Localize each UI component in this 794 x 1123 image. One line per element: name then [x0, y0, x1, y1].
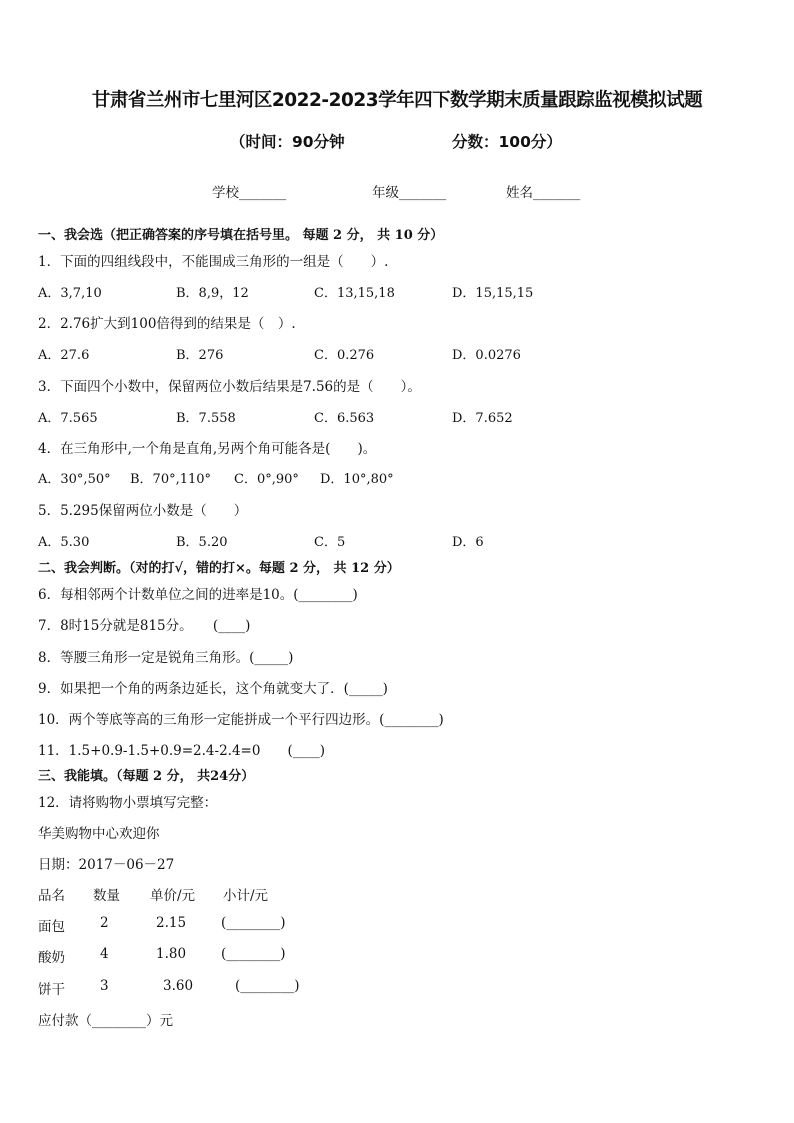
option: A．30°,50°	[38, 472, 111, 487]
option: B．276	[176, 348, 224, 363]
option: D．15,15,15	[452, 286, 534, 301]
judge-question: 6．每相邻两个计数单位之间的进率是10。(________)	[38, 587, 358, 603]
item-price: 3.60	[163, 978, 194, 994]
receipt-header: 单价/元	[150, 888, 196, 904]
total-due: 应付款（________）元	[38, 1013, 173, 1029]
item-subtotal: (________)	[235, 978, 300, 994]
section-heading: 一、我会选（把正确答案的序号填在括号里。 每题 2 分， 共 10 分）	[38, 228, 444, 243]
item-name: 饼干	[38, 982, 65, 998]
item-qty: 3	[100, 978, 109, 994]
option: B．70°,110°	[130, 472, 212, 487]
option: A．3,7,10	[38, 286, 102, 301]
shop-name: 华美购物中心欢迎你	[38, 826, 160, 842]
option: C．0.276	[314, 348, 375, 363]
judge-question: 10．两个等底等高的三角形一定能拼成一个平行四边形。(________)	[38, 712, 444, 728]
question-stem: 4．在三角形中,一个角是直角,另两个角可能各是( )。	[38, 441, 377, 457]
option: D．10°,80°	[320, 472, 394, 487]
item-qty: 4	[100, 946, 109, 962]
item-price: 1.80	[156, 946, 187, 962]
question-stem: 3．下面四个小数中，保留两位小数后结果是7.56的是（ ）。	[38, 379, 421, 395]
option: A．7.565	[38, 411, 98, 426]
option: D．0.0276	[452, 348, 521, 363]
receipt-header: 数量	[93, 888, 120, 904]
judge-question: 8．等腰三角形一定是锐角三角形。(_____)	[38, 650, 294, 666]
judge-question: 9．如果把一个角的两条边延长，这个角就变大了．(_____)	[38, 681, 388, 697]
option: D．7.652	[452, 411, 513, 426]
receipt-header: 品名	[38, 888, 65, 904]
option: C．0°,90°	[234, 472, 299, 487]
option: D．6	[452, 535, 484, 550]
option: C．5	[314, 535, 346, 550]
item-subtotal: (________)	[221, 946, 286, 962]
exam-score: 分数：100分）	[452, 133, 562, 151]
page-title: 甘肃省兰州市七里河区2022-2023学年四下数学期末质量跟踪监视模拟试题	[91, 90, 703, 111]
option: A．27.6	[38, 348, 90, 363]
option: A．5.30	[38, 535, 90, 550]
item-qty: 2	[100, 915, 109, 931]
name-field: 姓名_______	[506, 185, 581, 201]
item-price: 2.15	[156, 915, 187, 931]
item-name: 酸奶	[38, 950, 65, 966]
option: B．5.20	[176, 535, 228, 550]
question-stem: 5．5.295保留两位小数是（ ）	[38, 503, 248, 519]
judge-question: 11．1.5+0.9-1.5+0.9=2.4-2.4=0 (____)	[38, 743, 325, 759]
item-name: 面包	[38, 919, 65, 935]
item-subtotal: (________)	[221, 915, 286, 931]
receipt-date: 日期：2017－06－27	[38, 857, 175, 873]
question-stem: 2．2.76扩大到100倍得到的结果是（ ）.	[38, 316, 296, 332]
section-heading: 三、我能填。（每题 2 分， 共24分）	[38, 769, 255, 784]
school-field: 学校_______	[212, 185, 287, 201]
option: B．7.558	[176, 411, 236, 426]
option: B．8,9，12	[176, 286, 249, 301]
option: C．6.563	[314, 411, 375, 426]
grade-field: 年级_______	[372, 185, 447, 201]
judge-question: 7．8时15分就是815分。 (____)	[38, 618, 251, 634]
receipt-header: 小计/元	[223, 888, 269, 904]
option: C．13,15,18	[314, 286, 395, 301]
section-heading: 二、我会判断。（对的打√，错的打×。每题 2 分， 共 12 分）	[38, 561, 400, 576]
question-stem: 1．下面的四组线段中，不能围成三角形的一组是（ ）.	[38, 254, 389, 270]
exam-time: （时间：90分钟	[230, 133, 345, 151]
question-stem: 12．请将购物小票填写完整：	[38, 795, 218, 811]
